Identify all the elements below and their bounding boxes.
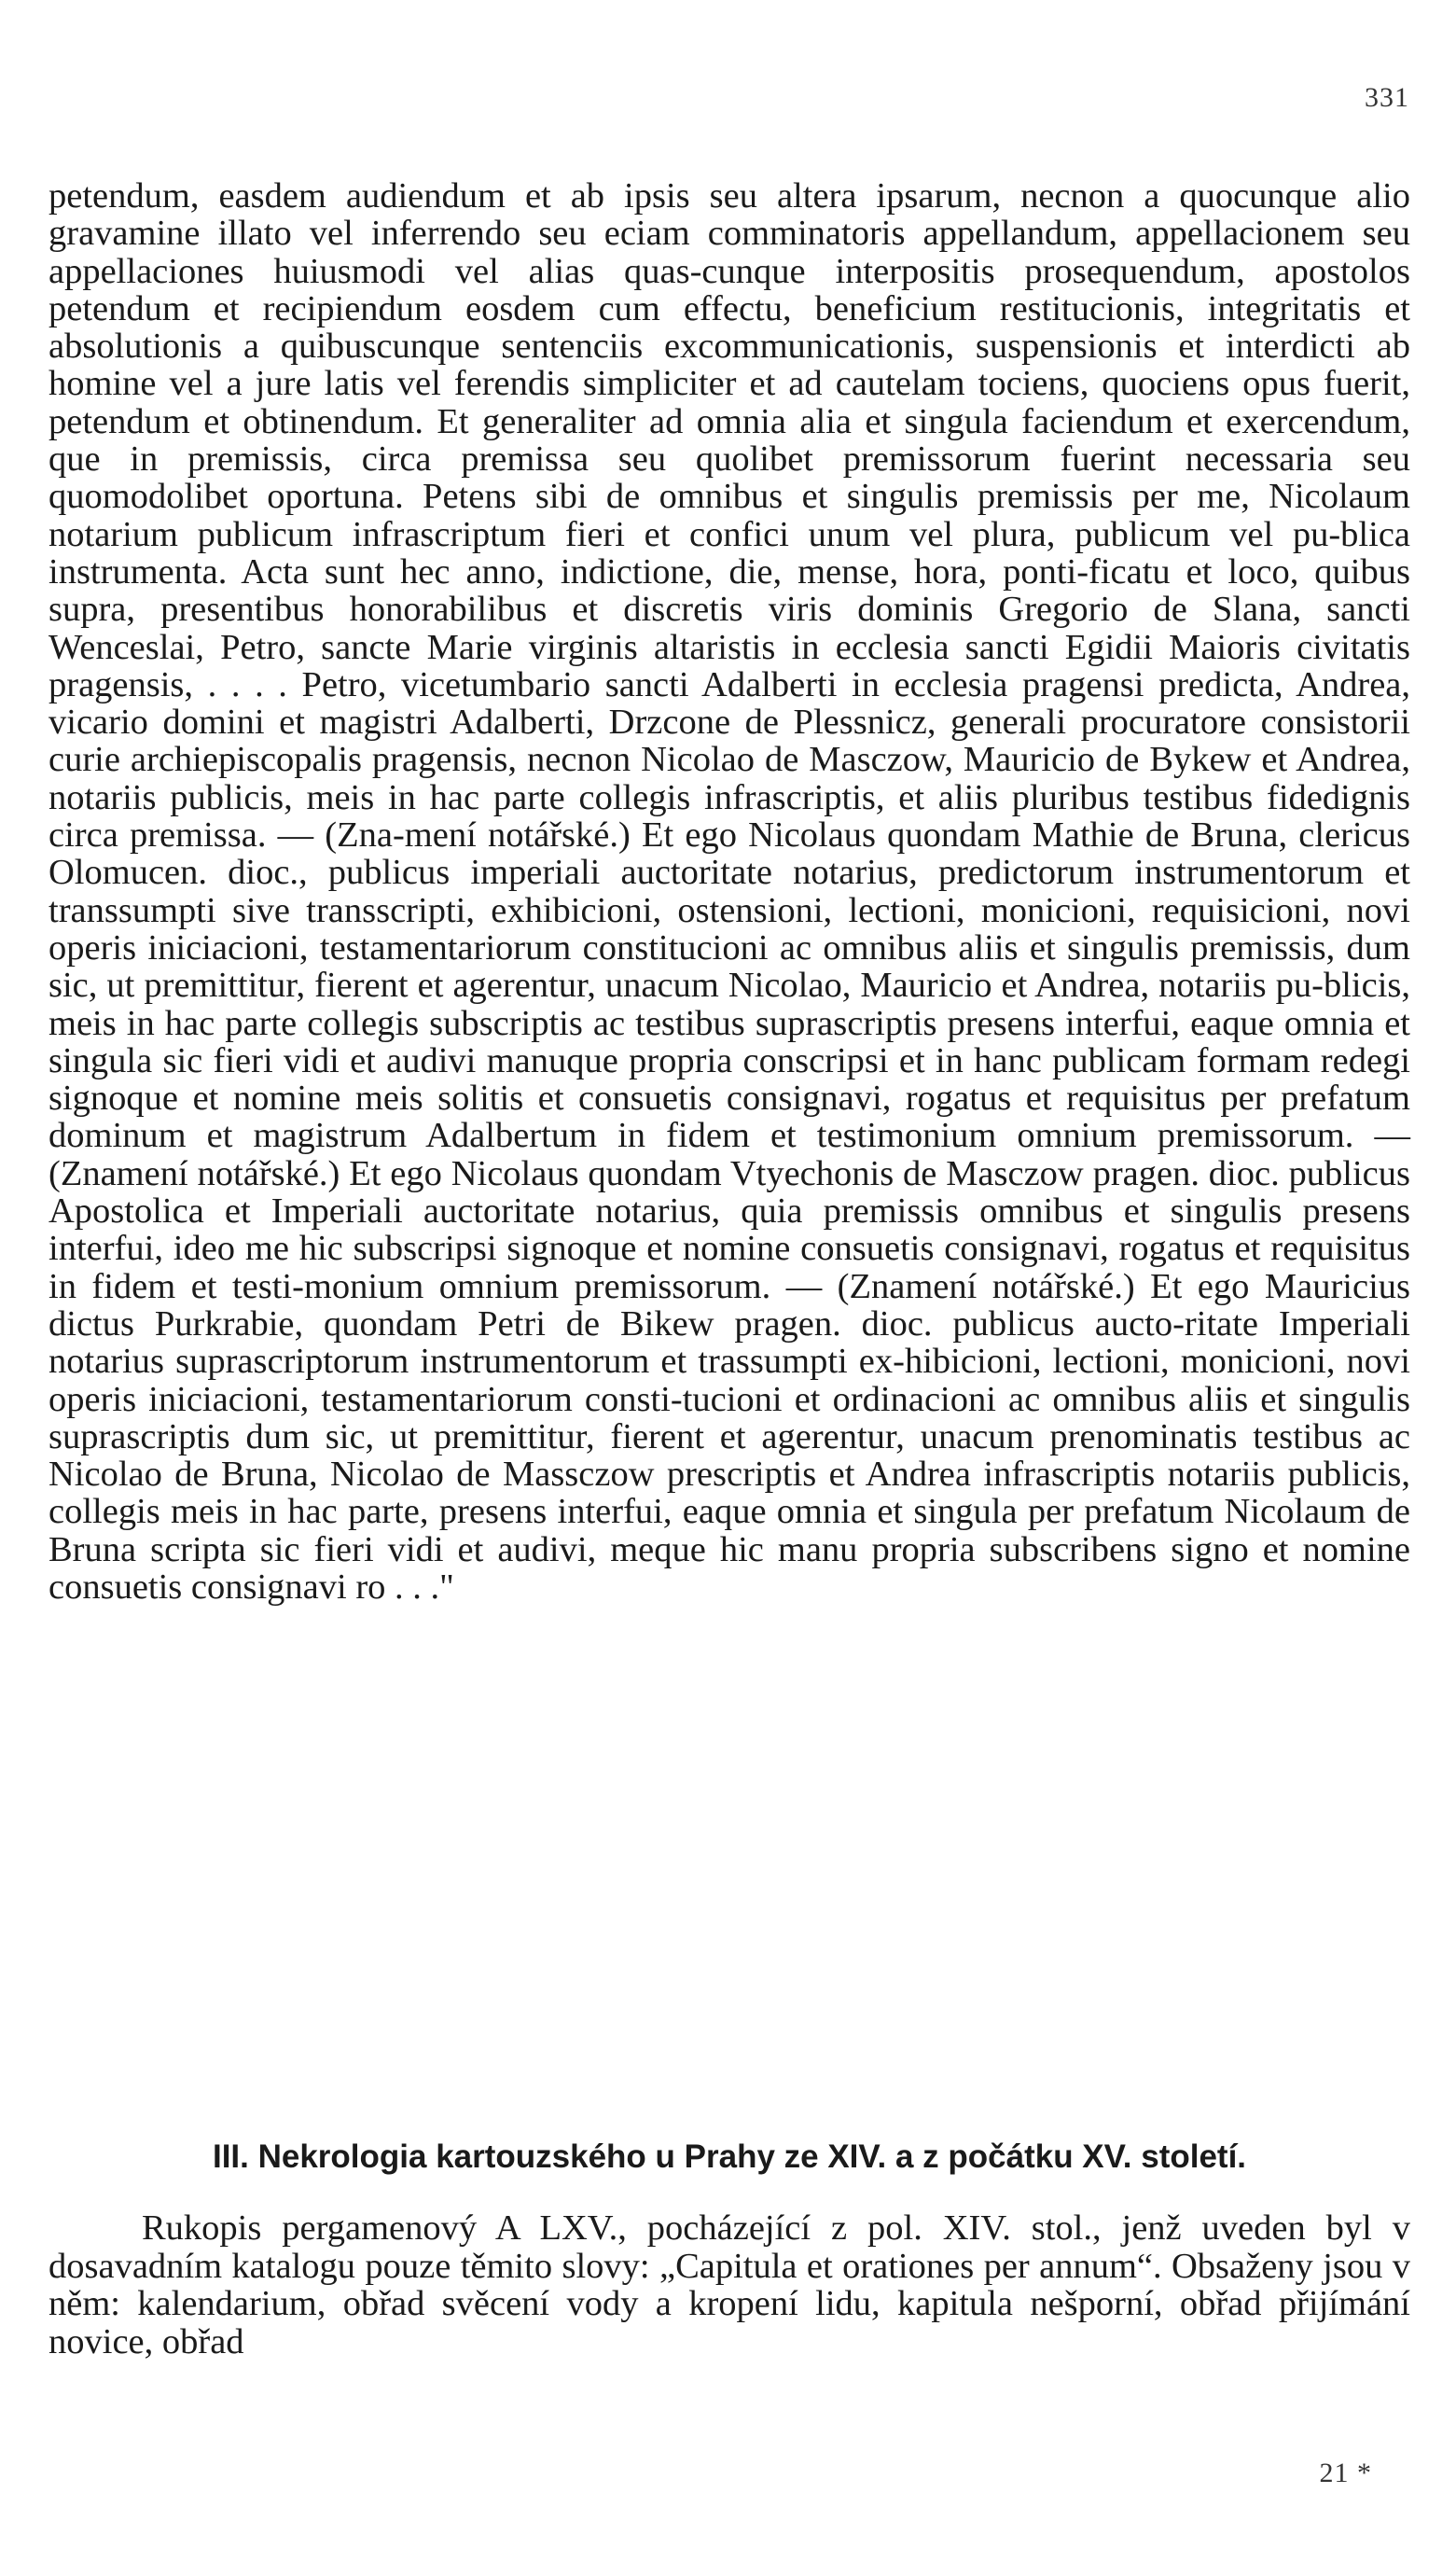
body-text: petendum, easdem audiendum et ab ipsis seu altera ipsarum, necnon a quocunque alio gravamine illato vel inferrendo seu eciam comminatoris appellandum, appellacionem seu appellaciones huiusmodi vel alias quas-cunque interpositis prosequendum, apostolos petendum et recipiendum eosdem cum effectu, beneficium restitucionis, integritatis et absolutionis a quibuscunque sentenciis excommunicationis, suspensionis et interdicti ab homine vel a jure latis vel ferendis simpliciter et ad cautelam tociens, quociens opus fuerit, petendum et obtinendum. Et generaliter ad omnia alia et singula faciendum et exercendum, que in premissis, circa premissa seu quolibet premissorum fuerint necessaria seu quomodolibet oportuna. Petens sibi de omnibus et singulis premissis per me, Nicolaum notarium publicum infrascriptum fieri et confici unum vel plura, publicum vel pu-blica instrumenta. Acta sunt hec anno, indictione, die, mense, hora, ponti-ficatu et loco, quibus supra, presentibus honorabilibus et discretis viris dominis Gregorio de Slana, sancti Wenceslai, Petro, sancte Marie virginis altaristis in ecclesia sancti Egidii Maioris civitatis pragensis, . . . . Petro, vicetumbario sancti Adalberti in ecclesia pragensi predicta, Andrea, vicario domini et magistri Adalberti, Drzcone de Plessnicz, generali procuratore consistorii curie archiepiscopalis pragensis, necnon Nicolao de Masczow, Mauricio de Bykew et Andrea, notariis publicis, meis in hac parte collegis infrascriptis, et aliis pluribus testibus fidedignis circa premissa. — (Zna-mení notářské.) Et ego Nicolaus quondam Mathie de Bruna, clericus Olomucen. dioc., publicus imperiali auctoritate notarius, predictorum instrumentorum et transsumpti sive transscripti, exhibicioni, ostensioni, lectioni, monicioni, requisicioni, novi operis iniciacioni, testamentariorum constitucioni ac omnibus aliis et singulis premissis, dum sic, ut premittitur, fierent et agerentur, unacum Nicolao, Mauricio et Andrea, notariis pu-blicis, meis in hac parte collegis subscriptis ac testibus suprascriptis presens interfui, eaque omnia et singula sic fieri vidi et audivi manuque propria conscripsi et in hanc publicam formam redegi signoque et nomine meis solitis et consuetis consignavi, rogatus et requisitus per prefatum dominum et magistrum Adalbertum in fidem et testimonium omnium premissorum. — (Znamení notářské.) Et ego Nicolaus quondam Vtyechonis de Masczow pragen. dioc. publicus Apostolica et Imperiali auctoritate notarius, quia premissis omnibus et singulis presens interfui, ideo me hic subscripsi signoque et nomine consuetis consignavi, rogatus et requisitus in fidem et testi-monium omnium premissorum. — (Znamení notářské.) Et ego Mauricius dictus Purkrabie, quondam Petri de Bikew pragen. dioc. publicus aucto-ritate Imperiali notarius suprascriptorum instrumentorum et trassumpti ex-hibicioni, lectioni, monicioni, novi operis iniciacioni, testamentariorum consti-tucioni et ordinacioni ac omnibus aliis et singulis suprascriptis dum sic, ut premittitur, fierent et agerentur, unacum prenominatis testibus ac Nicolao de Bruna, Nicolao de Massczow prescriptis et Andrea infrascriptis notariis publicis, collegis meis in hac parte, presens interfui, eaque omnia et singula per prefatum Nicolaum de Bruna scripta sic fieri vidi et audivi, meque hic manu propria subscribens signo et nomine consuetis consignavi ro . . ." <box>49 176 1410 1607</box>
section-heading: III. Nekrologia kartouzského u Prahy ze XIV. a z počátku XV. století. <box>212 2138 1247 2175</box>
section-intro-text: Rukopis pergamenový A LXV., pocházející z pol. XIV. stol., jenž uveden byl v dosavadním katalogu pouze těmito slovy: „Capitula et orationes per annum“. Obsaženy jsou v něm: kalendarium, obřad svěcení vody a kropení lidu, kapitula nešporní, obřad přijímání novice, obřad <box>49 2208 1410 2361</box>
page-number: 331 <box>1365 82 1409 113</box>
signature-mark: 21 * <box>1319 2458 1372 2488</box>
